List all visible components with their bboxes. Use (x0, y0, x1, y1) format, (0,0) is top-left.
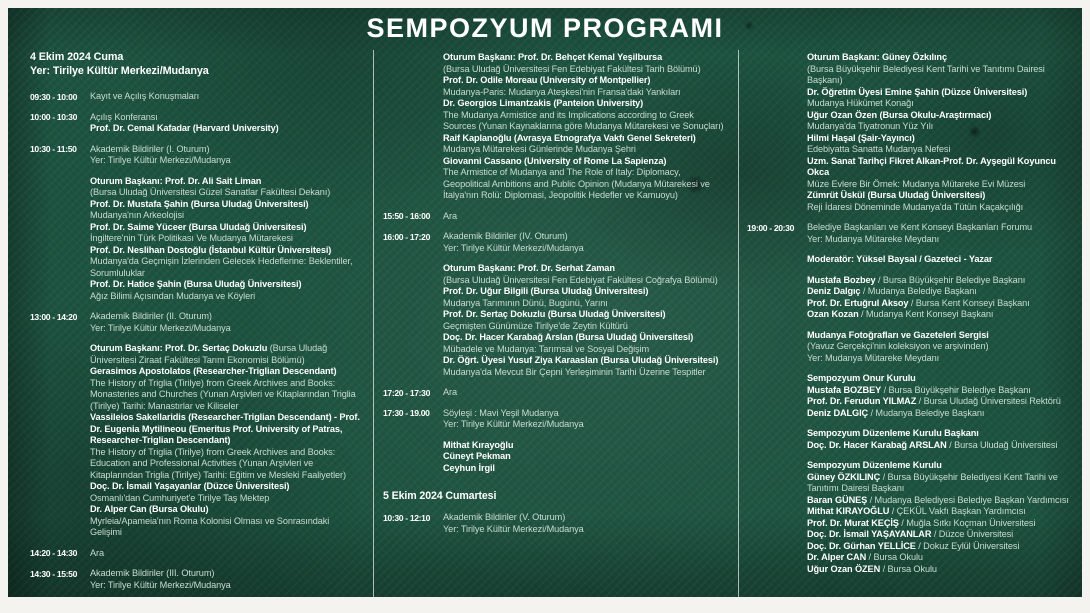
program-line: Prof. Dr. Hatice Şahin (Bursa Uludağ Üniversitesi) (90, 279, 302, 290)
program-line: 5 Ekim 2024 Cumartesi (383, 490, 497, 502)
session-details (747, 254, 1074, 266)
program-line: Ara (443, 387, 457, 397)
program-line: Moderatör: Yüksel Baysal / Gazeteci - Yazar (807, 254, 993, 264)
entry-content (443, 440, 728, 475)
program-line: Uğur Ozan ÖZEN / Bursa Okulu (807, 563, 937, 574)
program-line: Dr. Alper CAN / Bursa Okulu (807, 552, 923, 562)
time-label: 17:20 - 17:30 (383, 387, 431, 398)
program-line: Doç. Dr. İsmail YAŞAYANLAR / Düzce Üniversitesi (807, 529, 1014, 539)
program-line: Dr. Alper Can (Bursa Okulu) (90, 504, 209, 515)
schedule-entry (383, 231, 728, 254)
time-label: 13:00 - 14:20 (30, 311, 78, 322)
program-line: Oturum Başkanı: Güney Özkılınç (807, 52, 947, 62)
entry-content (90, 568, 363, 591)
entry-content (807, 373, 1074, 419)
program-line: Yer: Tirilye Kültür Merkezi/Mudanya (443, 242, 584, 253)
time-label: 14:20 - 14:30 (30, 548, 78, 559)
entry-content (383, 490, 728, 503)
entry-content (807, 460, 1074, 575)
program-line: Mudanya'da Mevcut Bir Çepni Yerleşiminin Tarihi Üzerine Tespitler (443, 366, 706, 377)
program-line: Ceyhun İrgil (443, 462, 495, 473)
program-line: Mübadele ve Mudanya: Tarımsal ve Sosyal Değişim (443, 343, 650, 354)
time-label (747, 254, 803, 266)
entry-content (90, 144, 363, 167)
program-line: Mudanya Tarımının Dünü, Bugünü, Yarını (443, 297, 608, 308)
program-line: Akademik Bildiriler (I. Oturum) (90, 143, 210, 154)
program-line: Prof. Dr. Ferudun YILMAZ / Bursa Uludağ Üniversitesi Rektörü (807, 396, 1061, 406)
entry-content (807, 275, 1074, 321)
program-line: Prof. Dr. Neslihan Dostoğlu (İstanbul Kültür Üniversitesi) (90, 244, 332, 255)
program-line: Mudanya Fotoğrafları ve Gazeteleri Sergisi (807, 329, 989, 340)
session-details (747, 373, 1074, 419)
program-line: Uzm. Sanat Tarihçi Fikret Alkan-Prof. Dr. Ayşegül Koyuncu Okca (807, 155, 1056, 177)
day-section-header (383, 490, 728, 503)
program-line: Mudanya Hükümet Konağı (807, 98, 914, 108)
program-line: The Mudanya Armistice and its Implications according to Greek Sources (Yunan Kaynaklarına göre Mudanya Mütarekesi ve Sonuçları) (443, 109, 724, 131)
program-line: Mudanya'da Geçmişin İzlerinden Gelecek Hedeflerine: Beklentiler, Sorumluluklar (90, 256, 353, 278)
schedule-entry (30, 112, 363, 135)
program-line: Prof. Dr. Saime Yüceer (Bursa Uludağ Üniversitesi) (90, 221, 307, 232)
program-line: (Bursa Uludağ Üniversitesi Fen Edebiyat Fakültesi Coğrafya Bölümü) (443, 274, 718, 285)
time-label (30, 176, 86, 303)
program-line: Vassileios Sakellaridis (Researcher-Triglian Descendant) - Prof. Dr. Eugenia Mytilineou (Emeritus Prof. University of Patras, Researcher-Triglian Descendant) (90, 412, 360, 446)
program-line: (Bursa Uludağ Üniversitesi Güzel Sanatlar Fakültesi Dekanı) (90, 187, 331, 198)
program-line: (Yavuz Gerçekçi'nin koleksiyon ve arşivinden) (807, 341, 989, 351)
entry-content (90, 311, 363, 334)
entry-content (443, 387, 728, 399)
time-label: 19:00 - 20:30 (747, 222, 795, 233)
schedule-entry (30, 91, 363, 103)
session-details (747, 428, 1074, 451)
session-details (747, 330, 1074, 365)
schedule-entry (747, 222, 1074, 245)
program-line: The Armistice of Mudanya and The Role of Italy: Diplomacy, Geopolitical Ambitions and Public Opinion (Mudanya Mütarekesi ve İtalya'nın Rolü: Diplomasi, Jeopolitik Hedefler ve Kamuoyu) (443, 167, 710, 200)
schedule-entry (30, 144, 363, 167)
time-label (747, 330, 803, 365)
program-line: Yer: Mudanya Mütareke Meydanı (807, 352, 940, 363)
program-line: Edebiyatta Sanatta Mudanya Nefesi (807, 144, 951, 154)
program-columns (8, 50, 1082, 597)
entry-content (443, 231, 728, 254)
program-line: Doç. Dr. Hacer Karabağ ARSLAN / Bursa Uludağ Üniversitesi (807, 439, 1058, 450)
program-column-friday-morning (8, 50, 373, 597)
program-line: Akademik Bildiriler (II. Oturum) (90, 311, 212, 322)
entry-content (90, 343, 363, 539)
program-line: Doç. Dr. Hacer Karabağ Arslan (Bursa Uludağ Üniversitesi) (443, 332, 694, 342)
entry-content (807, 254, 1074, 266)
program-line: Akademik Bildiriler (V. Oturum) (443, 512, 566, 523)
program-line: Mudanya Mütarekesi Günlerinde Mudanya Şehri (443, 144, 636, 154)
program-line: Cüneyt Pekman (443, 451, 511, 461)
entry-content (443, 263, 728, 378)
program-line: Uğur Ozan Özen (Bursa Okulu-Araştırmacı) (807, 109, 992, 120)
schedule-entry (383, 512, 728, 535)
session-details (747, 460, 1074, 575)
program-line: Gerasimos Apostolatos (Researcher-Triglian Descendant) (90, 366, 337, 377)
program-line: Prof. Dr. Uğur Bilgili (Bursa Uludağ Üniversitesi) (443, 286, 649, 296)
program-line: Prof. Dr. Murat KEÇİŞ / Muğla Sıtkı Koçman Üniversitesi (807, 517, 1036, 528)
program-line: Belediye Başkanları ve Kent Konseyi Başkanları Forumu (807, 222, 1033, 232)
program-line: Geçmişten Günümüze Tirilye'de Zeytin Kültürü (443, 320, 628, 331)
time-label: 15:50 - 16:00 (383, 211, 431, 221)
session-details (747, 275, 1074, 321)
program-line: Akademik Bildiriler (III. Oturum) (90, 568, 215, 579)
time-label: 14:30 - 15:50 (30, 568, 78, 579)
program-line: Sempozyum Düzenleme Kurulu (807, 460, 942, 470)
program-line: Osmanlı'dan Cumhuriyet'e Tirilye Taş Mektep (90, 492, 270, 503)
time-label: 09:30 - 10:00 (30, 91, 78, 102)
entry-content (443, 408, 728, 431)
program-line: Sempozyum Düzenleme Kurulu Başkanı (807, 428, 979, 438)
program-line: Oturum Başkanı: Prof. Dr. Behçet Kemal Yeşilbursa (443, 52, 663, 62)
program-line: Doç. Dr. İsmail Yaşayanlar (Düzce Üniversitesi) (90, 481, 290, 492)
day-header-line: 4 Ekim 2024 Cuma (30, 51, 124, 63)
time-label: 10:30 - 12:10 (383, 512, 431, 523)
program-line: Dr. Öğretim Üyesi Emine Şahin (Düzce Üniversitesi) (807, 86, 1028, 97)
time-label: 10:30 - 11:50 (30, 144, 77, 155)
program-line: Akademik Bildiriler (IV. Oturum) (443, 231, 568, 241)
entry-content (443, 211, 728, 223)
session-details (383, 440, 728, 475)
time-label (30, 343, 86, 539)
program-line: Sempozyum Onur Kurulu (807, 373, 916, 383)
schedule-entry (30, 548, 363, 560)
entry-content (90, 112, 363, 135)
program-line: Oturum Başkanı: Prof. Dr. Serhat Zaman (443, 263, 615, 273)
program-line: Ara (90, 547, 104, 558)
program-line: Yer: Tirilye Kültür Merkezi/Mudanya (90, 155, 231, 166)
schedule-entry (383, 211, 728, 223)
session-details (747, 52, 1074, 213)
time-label (747, 52, 803, 213)
program-line: Ara (443, 210, 457, 221)
program-line: Giovanni Cassano (University of Rome La Sapienza) (443, 155, 667, 166)
program-line: Dr. Georgios Limantzakis (Panteion University) (443, 98, 644, 108)
program-line: Ağız Bilimi Açısından Mudanya ve Köyleri (90, 290, 256, 301)
time-label (383, 263, 439, 378)
program-line: Reji İdaresi Döneminde Mudanya'da Tütün Kaçakçılığı (807, 201, 1024, 212)
session-details (383, 263, 728, 378)
program-line: Doç. Dr. Gürhan YELLİCE / Dokuz Eylül Üniversitesi (807, 540, 1020, 551)
program-line: Mudanya-Paris: Mudanya Ateşkesi'nin Fransa'daki Yankıları (443, 86, 681, 97)
time-label (383, 440, 439, 475)
program-line: Oturum Başkanı: Prof. Dr. Ali Sait Liman (90, 175, 262, 186)
program-line: Prof. Dr. Ertuğrul Aksoy / Bursa Kent Konseyi Başkanı (807, 297, 1030, 308)
time-label: 10:00 - 10:30 (30, 112, 78, 123)
program-title: SEMPOZYUM PROGRAMI (366, 13, 724, 43)
program-line: Kayıt ve Açılış Konuşmaları (90, 91, 200, 102)
entry-content (807, 330, 1074, 365)
program-line: Yer: Tirilye Kültür Merkezi/Mudanya (90, 579, 231, 590)
program-line: Yer: Tirilye Kültür Merkezi/Mudanya (443, 419, 584, 429)
session-details (383, 52, 728, 202)
time-label: 16:00 - 17:20 (383, 231, 431, 242)
schedule-entry (383, 387, 728, 399)
program-line: Mithat KIRAYOĞLU / ÇEKÜL Vakfı Başkan Yardımcısı (807, 506, 1026, 516)
program-line: Mustafa BOZBEY / Bursa Büyükşehir Belediye Başkanı (807, 384, 1031, 395)
schedule-entry (30, 568, 363, 591)
entry-content (90, 91, 363, 103)
program-line: Raif Kaplanoğlu (Avrasya Etnografya Vakfı Genel Sekreteri) (443, 132, 696, 143)
program-line: Mithat Kırayoğlu (443, 439, 514, 450)
program-line: Deniz DALGIÇ / Mudanya Belediye Başkanı (807, 407, 985, 418)
time-label (747, 373, 803, 419)
program-line: Oturum Başkanı: Prof. Dr. Sertaç Dokuzlu (Bursa Uludağ Üniversitesi Ziraat Fakültesi Tarım Ekonomisi Bölümü) (90, 343, 328, 365)
program-line: Hilmi Haşal (Şair-Yayıncı) (807, 132, 915, 143)
program-line: Yer: Mudanya Mütareke Meydanı (807, 233, 940, 244)
entry-content (90, 176, 363, 303)
program-line: İngiltere'nin Türk Politikası Ve Mudanya Mütarekesi (90, 233, 293, 244)
program-line: Prof. Dr. Cemal Kafadar (Harvard University) (90, 123, 279, 134)
entry-content (90, 548, 363, 560)
time-label (383, 52, 439, 202)
program-line: Açılış Konferansı (90, 111, 158, 122)
time-label (747, 275, 803, 321)
program-line: Söyleşi : Mavi Yeşil Mudanya (443, 407, 559, 418)
program-line: Ozan Kozan / Mudanya Kent Konseyi Başkanı (807, 309, 994, 319)
program-line: Mudanya'nın Arkeolojisi (90, 210, 184, 221)
day-header (30, 50, 363, 78)
program-line: (Bursa Uludağ Üniversitesi Fen Edebiyat Fakültesi Tarih Bölümü) (443, 63, 701, 74)
program-line: Yer: Tirilye Kültür Merkezi/Mudanya (90, 322, 231, 333)
program-line: Müze Evlere Bir Örnek: Mudanya Mütareke Evi Müzesi (807, 178, 1026, 189)
program-line: Yer: Tirilye Kültür Merkezi/Mudanya (443, 523, 584, 534)
program-line: Zümrüt Üskül (Bursa Uludağ Üniversitesi) (807, 190, 986, 200)
program-column-friday-afternoon (373, 50, 738, 597)
program-line: Prof. Dr. Mustafa Şahin (Bursa Uludağ Üniversitesi) (90, 198, 309, 209)
time-label (747, 460, 803, 575)
entry-content (443, 512, 728, 535)
program-line: Baran GÜNEŞ / Mudanya Belediyesi Belediye Başkan Yardımcısı (807, 494, 1069, 505)
program-line: (Bursa Büyükşehir Belediyesi Kent Tarihi ve Tanıtımı Dairesi Başkanı) (807, 63, 1045, 85)
program-line: Güney ÖZKILINÇ / Bursa Büyükşehir Belediyesi Kent Tarihi ve Tanıtımı Dairesi Başkanı (807, 471, 1058, 493)
time-label (747, 428, 803, 451)
day-header-line: Yer: Tirilye Kültür Merkezi/Mudanya (30, 65, 209, 78)
program-column-saturday-committees (738, 50, 1082, 597)
program-line: Myrleia/Apameia'nın Roma Kolonisi Olması ve Sonrasındaki Gelişimi (90, 515, 330, 538)
schedule-entry (30, 311, 363, 334)
entry-content (443, 52, 728, 202)
program-line: Prof. Dr. Sertaç Dokuzlu (Bursa Uludağ Üniversitesi) (443, 309, 666, 319)
session-details (30, 176, 363, 303)
program-line: Mudanya'da Tiyatronun Yüz Yılı (807, 121, 934, 131)
entry-content (807, 52, 1074, 213)
program-line: Dr. Öğrt. Üyesi Yusuf Ziya Karaaslan (Bursa Uludağ Üniversitesi) (443, 355, 719, 365)
schedule-entry (383, 408, 728, 431)
program-line: Deniz Dalgıç / Mudanya Belediye Başkanı (807, 286, 977, 296)
time-label: 17:30 - 19.00 (383, 408, 430, 418)
program-line: Mustafa Bozbey / Bursa Büyükşehir Belediye Başkanı (807, 274, 1026, 285)
entry-content (807, 428, 1074, 451)
session-details (30, 343, 363, 539)
entry-content (807, 222, 1074, 245)
program-line: Prof. Dr. Odile Moreau (University of Montpellier) (443, 75, 651, 85)
program-poster (8, 8, 1082, 597)
program-line: The History of Triglia (Tirilye) from Greek Archives and Books: Monasteries and Churches (Yunan Arşivleri ve Kitaplarından Triglia (Tirilye) Tarihi: Manastırlar ve Kiliseler (90, 377, 356, 411)
program-line: The History of Triglia (Tirilye) from Greek Archives and Books: Education and Professional Activities (Yunan Arşivleri ve Kitaplarından Triglia (Tirilye) Tarihi: Eğitim ve Mesleki Faaliyetler) (90, 446, 346, 480)
